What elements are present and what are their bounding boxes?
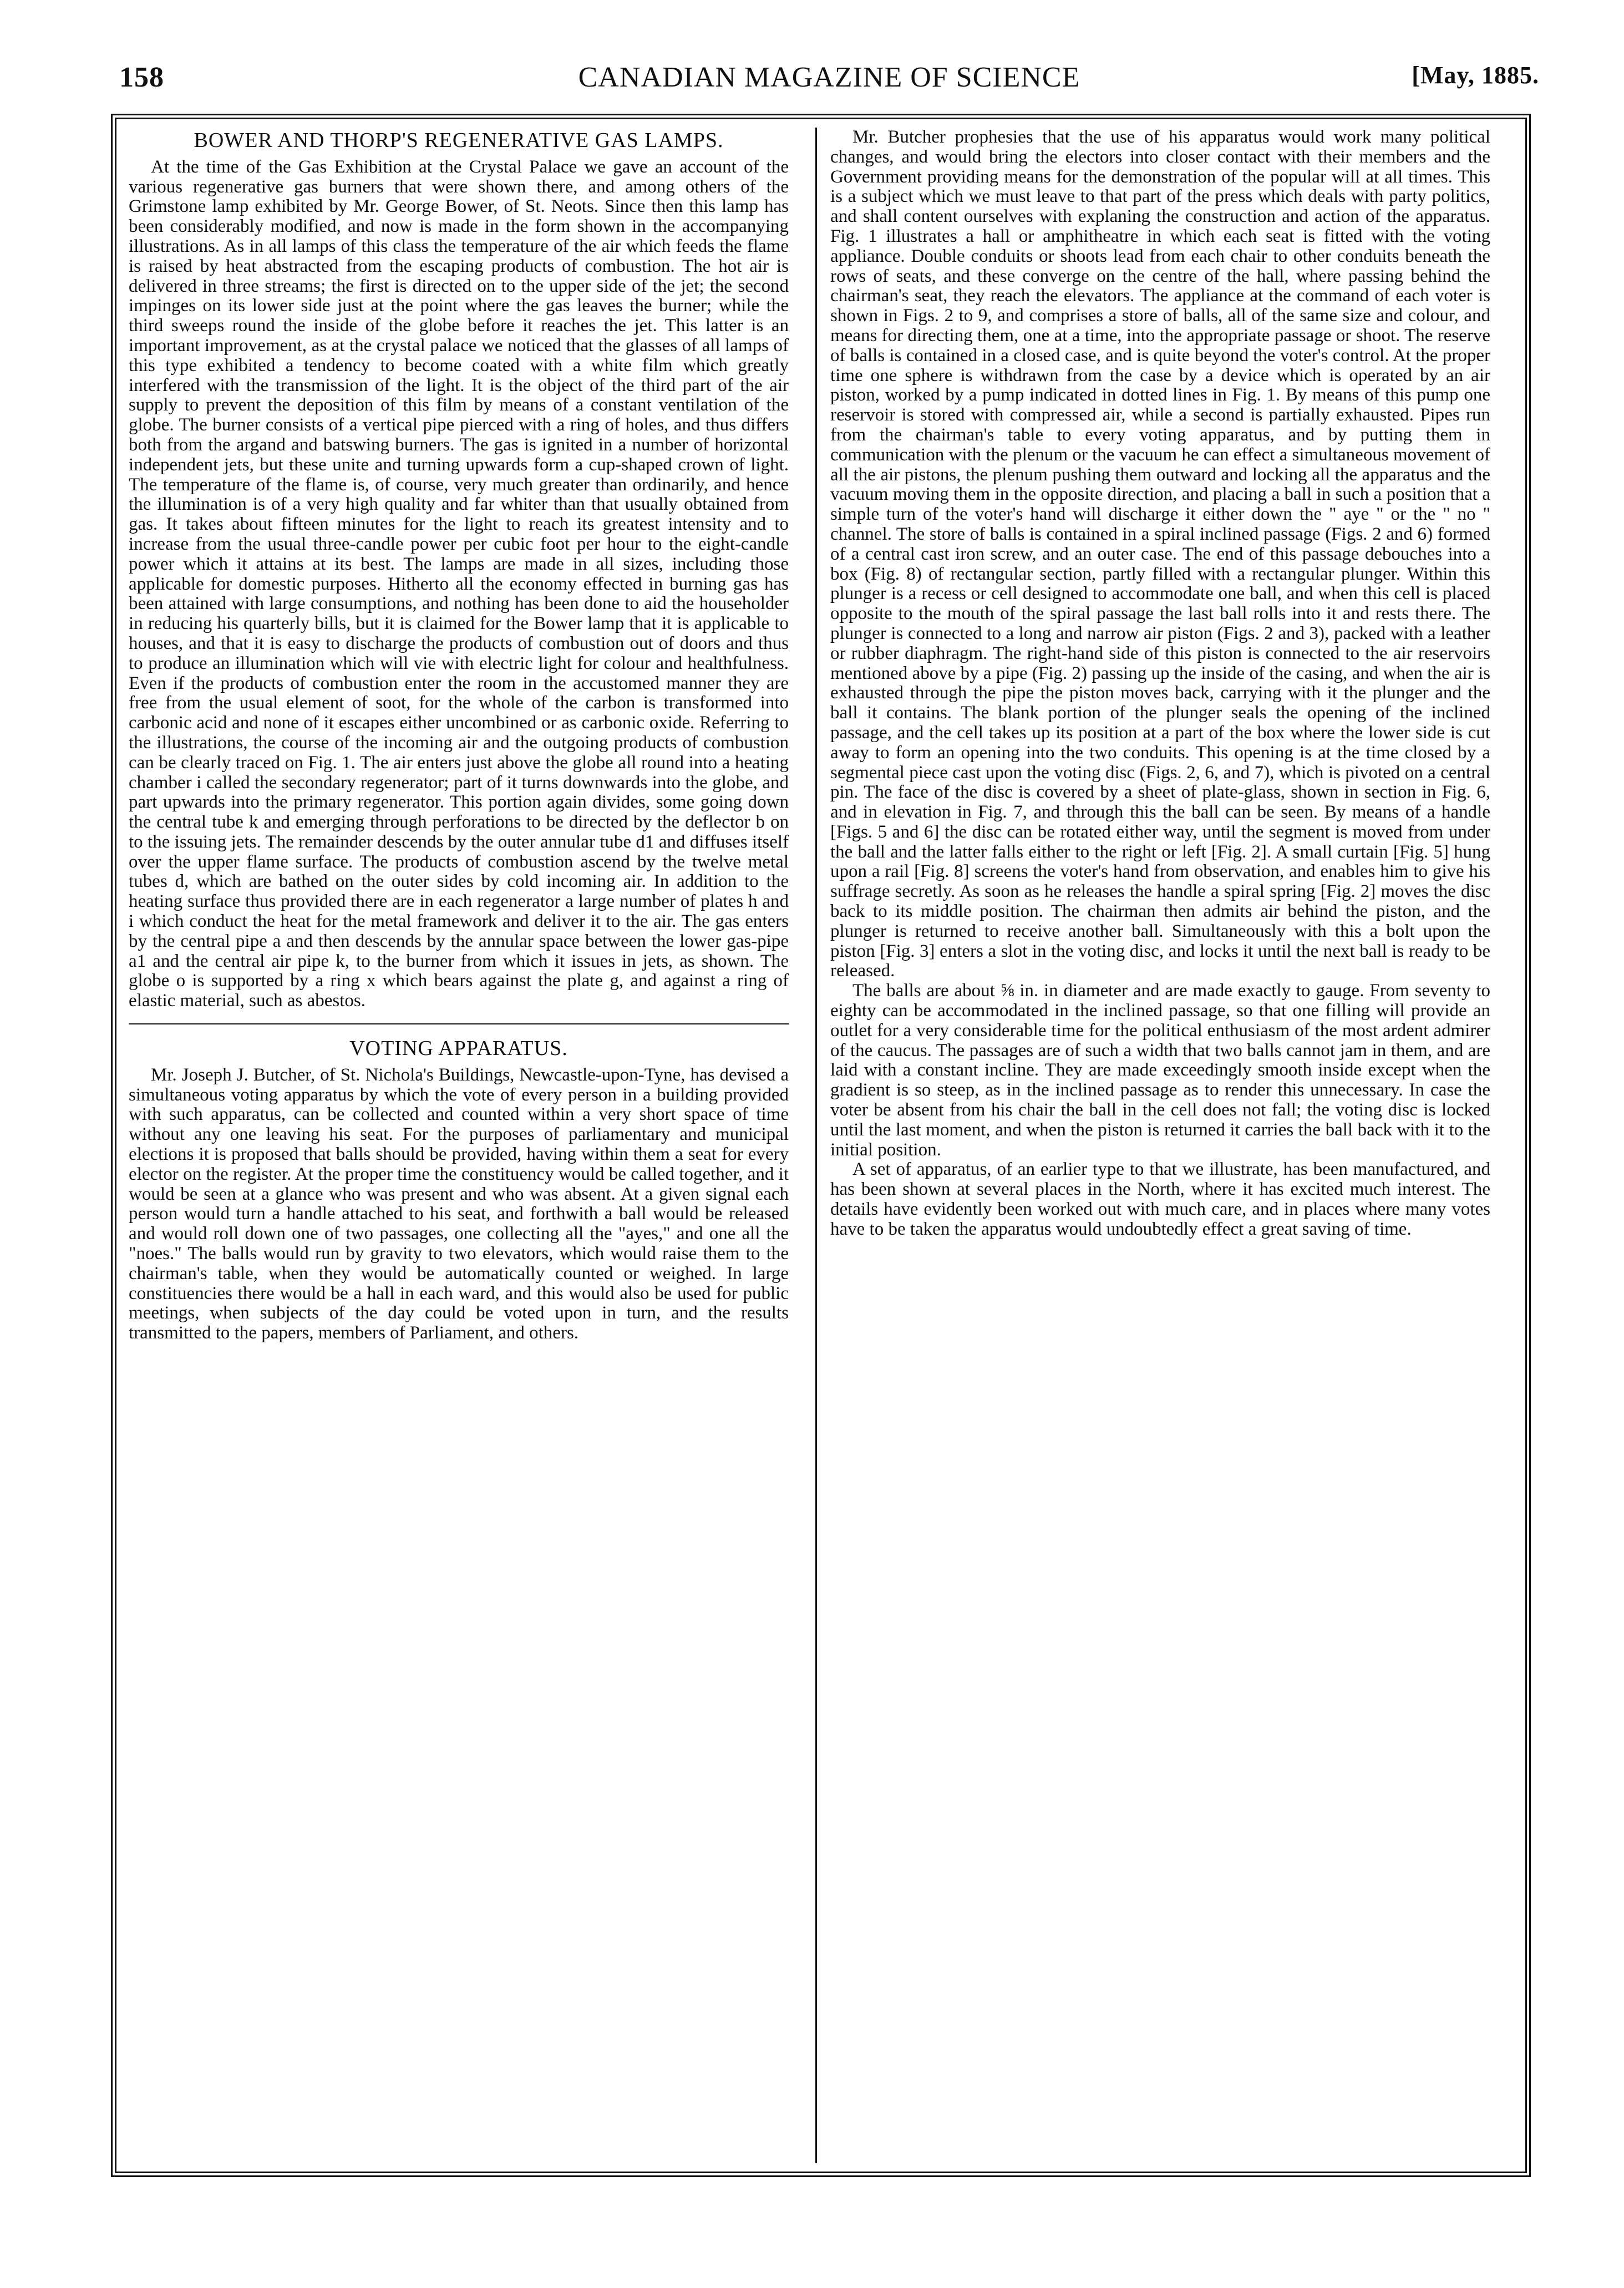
- column-divider: [815, 128, 817, 2163]
- voting-paragraph-2: Mr. Butcher prophesies that the use of his apparatus would work many political changes, and would bring the electors into closer contact with their members and the Government providing means for the demonstration of the popular will at all times. This is a subject which we must leave to that part of the press which deals with party politics, and shall content ourselves with explaning the construction and action of the apparatus. Fig. 1 illustrates a hall or amphitheatre in which each seat is fitted with the voting appliance. Double conduits or shoots lead from each chair to other conduits beneath the rows of seats, and these converge on the centre of the hall, where passing behind the chairman's seat, they reach the elevators. The appliance at the command of each voter is shown in Figs. 2 to 9, and comprises a store of balls, all of the same size and colour, and means for directing them, one at a time, into the appropriate passage or shoot. The reserve of balls is contained in a closed case, and is quite beyond the voter's control. At the proper time one sphere is withdrawn from the case by a device which is operated by an air piston, worked by a pump indicated in dotted lines in Fig. 1. By means of this pump one reservoir is stored with compressed air, while a second is partially exhausted. Pipes run from the chairman's table to every voting apparatus, and by putting them in communication with the plenum or the vacuum he can effect a simultaneous movement of all the air pistons, the plenum pushing them outward and locking all the apparatus and the vacuum moving them in the opposite direction, and placing a ball in such a position that a simple turn of the voter's hand will discharge it either down the " aye " or the " no " channel. The store of balls is contained in a spiral inclined passage (Figs. 2 and 6) formed of a central cast iron screw, and an outer case. The end of this passage debouches into a box (Fig. 8) of rectangular section, partly filled with a rectangular plunger. Within this plunger is a recess or cell designed to accommodate one ball, and when this cell is placed opposite to the mouth of the spiral passage the last ball rolls into it and rests there. The plunger is connected to a long and narrow air piston (Figs. 2 and 3), packed with a leather or rubber diaphragm. The right-hand side of this piston is connected to the air reservoirs mentioned above by a pipe (Fig. 2) passing up the inside of the casing, and when the air is exhausted through the pipe the piston moves back, carrying with it the plunger and the ball it contains. The blank portion of the plunger seals the opening of the inclined passage, and the cell takes up its position at a part of the box where the lower side is cut away to form an opening into the two conduits. This opening is at the time closed by a segmental piece cast upon the voting disc (Figs. 2, 6, and 7), which is pivoted on a central pin. The face of the disc is covered by a sheet of plate-glass, shown in section in Fig. 6, and in elevation in Fig. 7, and through this the ball can be seen. By means of a handle [Figs. 5 and 6] the disc can be rotated either way, until the segment is moved from under the ball and the latter falls either to the right or left [Fig. 2]. A small curtain [Fig. 5] hung upon a rail [Fig. 8] screens the voter's hand from observation, and enables him to give his suffrage secretly. As soon as he releases the handle a spiral spring [Fig. 2] moves the disc back to its middle position. The chairman then admits air behind the piston, and the plunger is returned to receive another ball. Simultaneously with this a bolt upon the piston [Fig. 3] enters a slot in the voting disc, and locks it until the next ball is ready to be released.: [830, 128, 1490, 981]
- section-rule: [129, 1023, 789, 1024]
- voting-paragraph-1: Mr. Joseph J. Butcher, of St. Nichola's Buildings, Newcastle-upon-Tyne, has devised a simultaneous voting apparatus by which the vote of every person in a building provided with such apparatus, can be collected and counted within a very short space of time without any one leaving his seat. For the purposes of parliamentary and municipal elections it is proposed that balls should be provided, having within them a seat for every elector on the register. At the proper time the constituency would be called together, and it would be seen at a glance who was present and who was absent. At a given signal each person would turn a handle attached to his seat, and forthwith a ball would be released and would roll down one of two passages, one collecting all the "ayes," and one all the "noes." The balls would run by gravity to two elevators, which would raise them to the chairman's table, when they would be automatically counted or weighed. In large constituencies there would be a hall in each ward, and this would also be used for public meetings, when subjects of the day could be voted upon in turn, and the results transmitted to the papers, members of Parliament, and others.: [129, 1064, 789, 1343]
- voting-paragraph-4: A set of apparatus, of an earlier type to that we illustrate, has been manufactured, and has been shown at several places in the North, where it has excited much interest. The details have evidently been worked out with much care, and in places where many votes have to be taken the apparatus would undoubtedly effect a great saving of time.: [830, 1159, 1490, 1239]
- article-title-gas-lamps: BOWER AND THORP'S REGENERATIVE GAS LAMPS.: [194, 129, 724, 152]
- right-column: [830, 128, 1490, 2169]
- gas-lamps-paragraph: At the time of the Gas Exhibition at the Crystal Palace we gave an account of the various regenerative gas burners that were shown there, and among others of the Grimstone lamp exhibited by Mr. George Bower, of St. Neots. Since then this lamp has been considerably modified, and now is made in the form shown in the accompanying illustrations. As in all lamps of this class the temperature of the air which feeds the flame is raised by heat abstracted from the escaping products of combustion. The hot air is delivered in three streams; the first is directed on to the upper side of the jet; the second impinges on its lower side just at the point where the gas leaves the burner; while the third sweeps round the inside of the globe before it reaches the jet. This latter is an important improvement, as at the crystal palace we noticed that the glasses of all lamps of this type exhibited a tendency to become coated with a white film which greatly interfered with the transmission of the light. It is the object of the third part of the air supply to prevent the deposition of this film by means of a constant ventilation of the globe. The burner consists of a vertical pipe pierced with a ring of holes, and thus differs both from the argand and batswing burners. The gas is ignited in a number of horizontal independent jets, but these unite and turning upwards form a cup-shaped crown of light. The temperature of the flame is, of course, very much greater than ordinarily, and hence the illumination is of a very high quality and far whiter than that usually obtained from gas. It takes about fifteen minutes for the light to reach its greatest intensity and to increase from the usual three-candle power per cubic foot per hour to the eight-candle power which it attains at its best. The lamps are made in all sizes, including those applicable for domestic purposes. Hitherto all the economy effected in burning gas has been attained with large consumptions, and nothing has been done to aid the householder in reducing his quarterly bills, but it is claimed for the Bower lamp that it is applicable to houses, and that it is easy to discharge the products of combustion out of doors and thus to produce an illumination which will vie with electric light for colour and healthfulness. Even if the products of combustion enter the room in the accustomed manner they are free from the usual element of soot, for the whole of the carbon is transformed into carbonic acid and none of it escapes either uncombined or as carbonic oxide. Referring to the illustrations, the course of the incoming air and the outgoing products of combustion can be clearly traced on Fig. 1. The air enters just above the globe all round into a heating chamber i called the secondary regenerator; part of it turns downwards into the globe, and part upwards into the primary regenerator. This portion again divides, some going down the central tube k and emerging through perforations to be directed by the deflector b on to the issuing jets. The remainder descends by the outer annular tube d1 and diffuses itself over the upper flame surface. The products of combustion ascend by the twelve metal tubes d, which are bathed on the outer sides by cold incoming air. In addition to the heating surface thus provided there are in each regenerator a large number of plates h and i which conduct the heat for the metal framework and deliver it to the air. The gas enters by the central pipe a and then descends by the annular space between the lower gas-pipe a1 and the central air pipe k, to the burner from which it issues in jets, as shown. The globe o is supported by a ring x which bears against the plate g, and against a ring of elastic material, such as abestos.: [129, 156, 789, 1011]
- page-number: 158: [119, 62, 164, 93]
- issue-date: [May, 1885.: [1412, 62, 1539, 89]
- left-column: [129, 128, 789, 2169]
- journal-title: CANADIAN MAGAZINE OF SCIENCE: [578, 62, 1080, 93]
- running-head: [119, 55, 1539, 100]
- voting-paragraph-3: The balls are about ⅝ in. in diameter and are made exactly to gauge. From seventy to eighty can be accommodated in the inclined passage, so that one filling will provide an outlet for a very considerable time for the political enthusiasm of the most ardent admirer of the caucus. The passages are of such a width that two balls cannot jam in them, and are laid with a constant incline. They are made exceedingly smooth inside except when the gradient is so steep, as in the inclined passage as to render this unnecessary. In case the voter be absent from his chair the ball in the cell does not fall; the voting disc is locked until the last moment, and when the piston is returned it carries the ball back with it to the initial position.: [830, 981, 1490, 1160]
- article-title-voting: VOTING APPARATUS.: [349, 1037, 568, 1061]
